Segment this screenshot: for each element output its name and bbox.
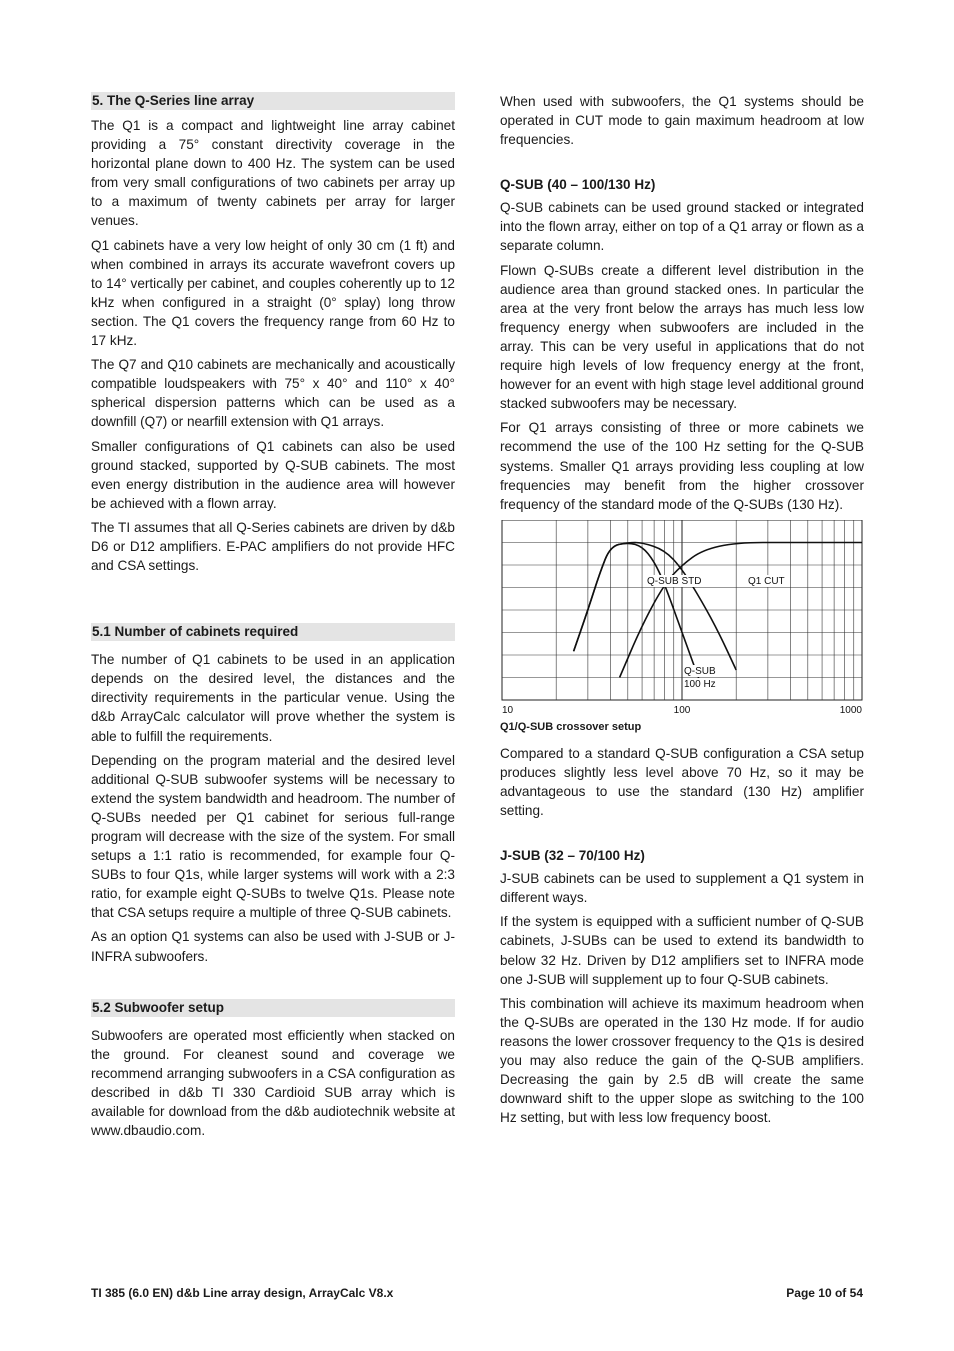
qsub-heading: Q-SUB (40 – 100/130 Hz) [500, 177, 656, 193]
label-qsub: Q-SUB [684, 665, 716, 677]
jsub-paragraph-3: This combination will achieve its maximum headroom when the Q-SUBs are operated in the 130 Hz mode. If for audio reasons the lower crossover frequency to the Q1s is desired you may also reduce the gain of the Q-SUB amplifiers. Decreasing the gain by 2.5 dB will create the same downward shift to the upper slope as switching to the 100 Hz setting, but with less low frequency boost. [500, 995, 864, 1126]
series-line-q-sub-std [574, 542, 737, 670]
chart-grid [502, 520, 862, 700]
footer-page-number: Page 10 of 54 [786, 1286, 863, 1300]
jsub-paragraph-1: J-SUB cabinets can be used to supplement a Q1 system in different ways. [500, 871, 864, 906]
label-q1-cut: Q1 CUT [748, 575, 785, 587]
qsub-paragraph-4: Compared to a standard Q-SUB configuration a CSA setup produces slightly less level above 70 Hz, so it may be advantageous to use the standard (130 Hz) amplifier setting. [500, 745, 864, 819]
right-column [500, 92, 864, 1132]
sec51-paragraph-1: The number of Q1 cabinets to be used in an application depends on the desired level, the distances and the directivity requirements in the particular venue. Using the d&b ArrayCalc calculator will prove whether the system is able to fulfill the requirements. [91, 652, 455, 744]
crossover-chart [500, 520, 864, 720]
x-tick-label-1000: 1000 [839, 704, 862, 716]
chart-caption: Q1/Q-SUB crossover setup [500, 720, 642, 733]
x-tick-label-100: 100 [673, 704, 691, 716]
section-5-1-heading: 5.1 Number of cabinets required [91, 623, 455, 641]
qsub-paragraph-2: Flown Q-SUBs create a different level distribution in the audience area than ground stacked ones. In particular the area at the very front below the arrays has much less low frequency energy when subwoofers are included in the array. This can be very useful in applications that do not require high levels of low frequency energy at the front, however for an event with high stage level additional ground stacked subwoofers may be necessary. [500, 262, 864, 412]
sec51-paragraph-3: As an option Q1 systems can also be used with J-SUB or J-INFRA subwoofers. [91, 929, 455, 964]
qsub-paragraph-1: Q-SUB cabinets can be used ground stacked or integrated into the flown array, either on top of a Q1 array or flown as a separate column. [500, 200, 864, 254]
section-5-heading: 5. The Q-Series line array [91, 92, 455, 110]
jsub-paragraph-2: If the system is equipped with a sufficient number of Q-SUB cabinets, J-SUBs can be used to extend its bandwidth to below 32 Hz. Driven by D12 amplifiers set to INFRA mode one J-SUB will supplement up to four Q-SUB cabinets. [500, 914, 864, 987]
jsub-heading: J-SUB (32 – 70/100 Hz) [500, 848, 645, 864]
crossover-chart-svg [500, 520, 864, 720]
sec5-paragraph-5: The TI assumes that all Q-Series cabinets are driven by d&b D6 or D12 amplifiers. E-PAC amplifiers do not provide HFC and CSA settings. [91, 519, 455, 574]
chart-curves [574, 542, 862, 688]
label-100hz: 100 Hz [684, 678, 716, 690]
sec52-paragraph-1: Subwoofers are operated most efficiently when stacked on the ground. For cleanest sound and coverage we recommend arranging subwoofers in a CSA configuration as described in d&b TI 330 Cardioid SUB array which is available for download from the d&b audiotechnik website at www.dbaudio.com. [91, 1027, 455, 1139]
sec5-paragraph-1: The Q1 is a compact and lightweight line array cabinet providing a 75° constant directivity coverage in the horizontal plane down to 400 Hz. The system can be used from very small configurations of two cabinets per array up to a maximum of twenty cabinets per array for larger venues. [91, 118, 455, 229]
section-5-2-heading: 5.2 Subwoofer setup [91, 999, 455, 1017]
label-qsub-std: Q-SUB STD [647, 575, 702, 587]
footer-document-title: TI 385 (6.0 EN) d&b Line array design, ArrayCalc V8.x [91, 1286, 394, 1300]
x-tick-label-10: 10 [502, 704, 514, 716]
sec5-paragraph-4: Smaller configurations of Q1 cabinets can also be used ground stacked, supported by Q-SUB cabinets. The most even energy distribution in the audience area will however be achieved with a flown array. [91, 438, 455, 511]
sec5-paragraph-2: Q1 cabinets have a very low height of only 30 cm (1 ft) and when combined in arrays its accurate wavefront covers up to 14° vertically per cabinet, and couples coherently up to 12 kHz when configured in a straight (0° splay) long throw section. The Q1 covers the frequency range from 60 Hz to 17 kHz. [91, 237, 455, 349]
sec51-paragraph-2: Depending on the program material and the desired level additional Q-SUB subwoofer systems will be necessary to extend the system bandwidth and headroom. The number of Q-SUBs needed per Q1 cabinet for serious full-range program will decrease with the size of the system. For small setups a 1:1 ratio is recommended, for example four Q-SUBs to four Q1s, while larger systems will work with a 2:3 ratio, for example eight Q-SUBs to twelve Q1s. Please note that CSA setups require a multiple of three Q-SUB cabinets. [91, 752, 455, 921]
qsub-paragraph-3: For Q1 arrays consisting of three or more cabinets we recommend the use of the 100 Hz setting for the Q-SUB systems. Smaller Q1 arrays providing less coupling at low frequencies may benefit from the higher crossover frequency of the standard mode of the Q-SUBs (130 Hz). [500, 420, 864, 512]
sec5-paragraph-3: The Q7 and Q10 cabinets are mechanically and acoustically compatible loudspeakers with 75° x 40° and 110° x 40° spherical dispersion patterns which can be used as a downfill (Q7) or nearfill extension with Q1 arrays. [91, 357, 455, 430]
left-column [91, 92, 455, 1145]
intro-paragraph: When used with subwoofers, the Q1 systems should be operated in CUT mode to gain maximum headroom at low frequencies. [500, 94, 864, 148]
